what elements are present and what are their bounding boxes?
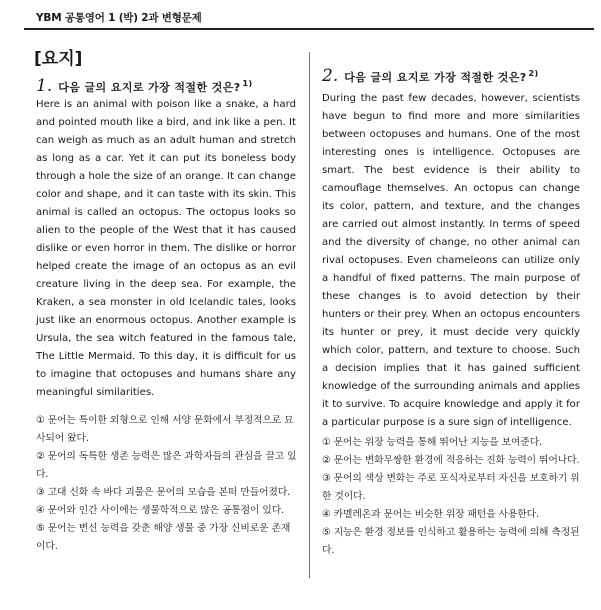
answer-option[interactable]: ③ 문어의 색상 변화는 주로 포식자로부터 자신을 보호하기 위한 것이다. <box>322 473 580 502</box>
answer-option[interactable]: ③ 고대 신화 속 바다 괴물은 문어의 모습을 본떠 만들어졌다. <box>36 487 291 498</box>
answer-option[interactable]: ① 문어는 특이한 외형으로 인해 서양 문화에서 부정적으로 묘사되어 왔다. <box>36 415 294 444</box>
question-2-heading <box>322 66 539 86</box>
question-1-heading <box>36 76 253 96</box>
answer-option[interactable]: ④ 문어와 인간 사이에는 생물학적으로 많은 공통점이 있다. <box>36 505 285 516</box>
footnote-ref: 2) <box>528 69 539 79</box>
answer-option[interactable]: ② 문어는 변화무쌍한 환경에 적응하는 진화 능력이 뛰어나다. <box>322 455 580 466</box>
answer-option[interactable]: ⑤ 지능은 환경 정보를 인식하고 활용하는 능력에 의해 측정된다. <box>322 527 580 556</box>
answer-option[interactable]: ⑤ 문어는 변신 능력을 갖춘 해양 생물 중 가장 신비로운 존재이다. <box>36 523 291 552</box>
answer-option[interactable]: ① 문어는 위장 능력을 통해 뛰어난 지능을 보여준다. <box>322 437 543 448</box>
answer-option[interactable]: ④ 카멜레온과 문어는 비슷한 위장 패턴을 사용한다. <box>322 509 540 520</box>
question-number: 2. <box>322 66 339 86</box>
header-divider <box>24 28 594 30</box>
question-1-passage: Here is an animal with poison like a snake, a hard and pointed mouth like a bird, and ink like a pen. It can weigh as much as an adult human and stretch as long as a car. Yet it can put its boneless body through a hole the size of an orange. It can change color and shape, and it can taste with its skin. This animal is called an octopus. The octopus looks so alien to the people of the West that it has caused dislike or even horror in them. The dislike or horror helped create the image of an octopus as an evil creature living in the deep sea. For example, the Kraken, a sea monster in old Icelandic tales, looks just like an enormous octopus. Another example is Ursula, the sea witch featured in the famous tale, The Little Mermaid. To this day, it is difficult for us to imagine that octopuses and humans share any meaningful similarities. <box>36 99 296 398</box>
footnote-ref: 1) <box>242 79 253 89</box>
question-number: 1. <box>36 76 53 96</box>
column-divider <box>309 52 310 578</box>
question-prompt: 다음 글의 요지로 가장 적절한 것은? <box>344 71 527 84</box>
question-1-options <box>36 412 298 556</box>
section-title: [요지] <box>34 49 83 69</box>
answer-option[interactable]: ② 문어의 독특한 생존 능력은 많은 과학자들의 관심을 끌고 있다. <box>36 451 297 480</box>
question-2-options <box>322 434 584 560</box>
document-header: YBM 공통영어 1 (박) 2과 변형문제 <box>36 12 202 24</box>
question-prompt: 다음 글의 요지로 가장 적절한 것은? <box>58 81 241 94</box>
question-2-passage: During the past few decades, however, scientists have begun to find more and more similarities between octopuses and humans. One of the most interesting ones is intelligence. Octopuses are smart. The best evidence is their ability to camouflage themselves. An octopus can change its color, pattern, and texture, and the changes are carried out almost instantly. In terms of speed and the diversity of change, no other animal can rival octopuses. Even chameleons can utilize only a handful of fixed patterns. The main purpose of these changes is to avoid detection by their hunters or their prey. When an octopus encounters its hunter or prey, it must decide very quickly which color, pattern, and texture to choose. Such a decision implies that it has gained sufficient knowledge of the surrounding animals and applies it to survive. To acquire knowledge and apply it for a particular purpose is a sure sign of intelligence. <box>322 93 580 428</box>
